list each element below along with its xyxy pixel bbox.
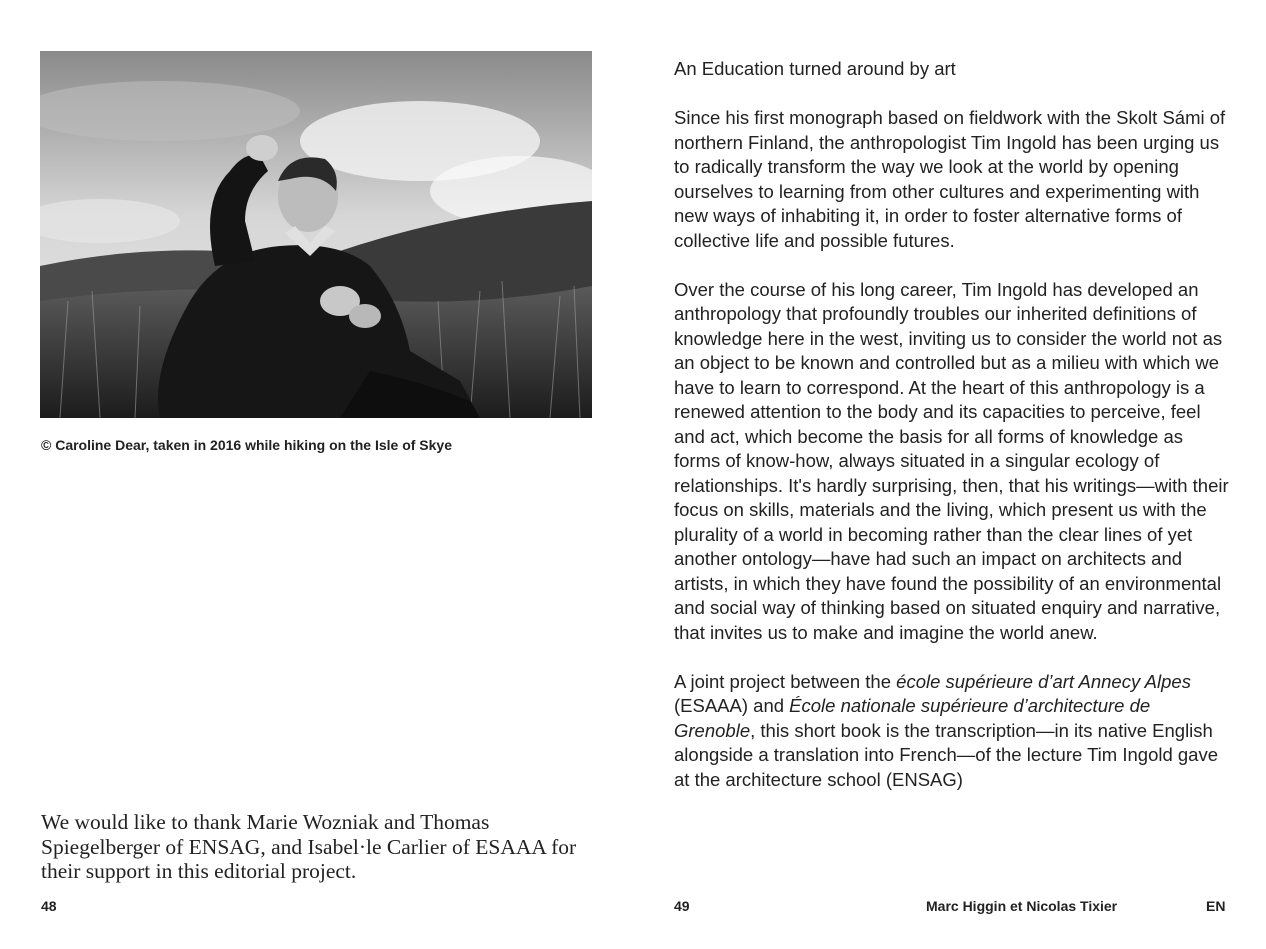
acknowledgements: We would like to thank Marie Wozniak and Thomas Spiegelberger of ENSAG, and Isabel·le Carlier of ESAAA for their support in this editorial project. (41, 810, 577, 883)
photo-illustration (40, 51, 592, 418)
school-name-esaaa: école supérieure d’art Annecy Alpes (896, 670, 1191, 692)
photo-caption: © Caroline Dear, taken in 2016 while hiking on the Isle of Skye (41, 437, 453, 453)
portrait-photo (40, 51, 592, 418)
school-name-ensag: École nationale supérieure d’architecture de Grenoble (674, 695, 1151, 741)
running-footer-authors: Marc Higgin et Nicolas Tixier (926, 898, 1118, 914)
article-text (674, 57, 1234, 817)
paragraph-1: Since his first monograph based on fieldwork with the Skolt Sámi of northern Finland, the anthropologist Tim Ingold has been urging us to radically transform the way we look at the world by opening ourselves to learning from other cultures and experimenting with new ways of inhabiting it, in order to foster alternative forms of collective life and possible futures. (674, 107, 1226, 251)
page-number-left: 48 (41, 898, 57, 914)
paragraph-2: Over the course of his long career, Tim Ingold has developed an anthropology that profoundly troubles our inherited definitions of knowledge here in the west, inviting us to consider the world not as an object to be known and controlled but as a milieu with which we have to learn to correspond. At the heart of this anthropology is a renewed attention to the body and its capacities to perceive, feel and act, which become the basis for all forms of knowledge as forms of know-how, always situated in a singular ecology of relationships. It's hardly surprising, then, that his writings—with their focus on skills, materials and the living, which present us with the plurality of a world in becoming rather than the clear lines of yet another ontology—have had such an impact on architects and artists, in which they have found the possibility of an environmental and social way of thinking based on situated enquiry and narrative, that invites us to make and imagine the world anew. (674, 278, 1229, 643)
language-tag: EN (1206, 898, 1226, 914)
paragraph-3-mid: (ESAAA) and (674, 695, 790, 716)
article-heading: An Education turned around by art (674, 58, 956, 79)
paragraph-3 (674, 670, 1234, 793)
page-number-right: 49 (674, 898, 690, 914)
paragraph-3-intro: A joint project between the (674, 670, 897, 692)
paragraph-3-rest: , this short book is the transcription—in its native English alongside a translation into French—of the lecture Tim Ingold gave at the architecture school (ENSAG) (674, 719, 1219, 790)
